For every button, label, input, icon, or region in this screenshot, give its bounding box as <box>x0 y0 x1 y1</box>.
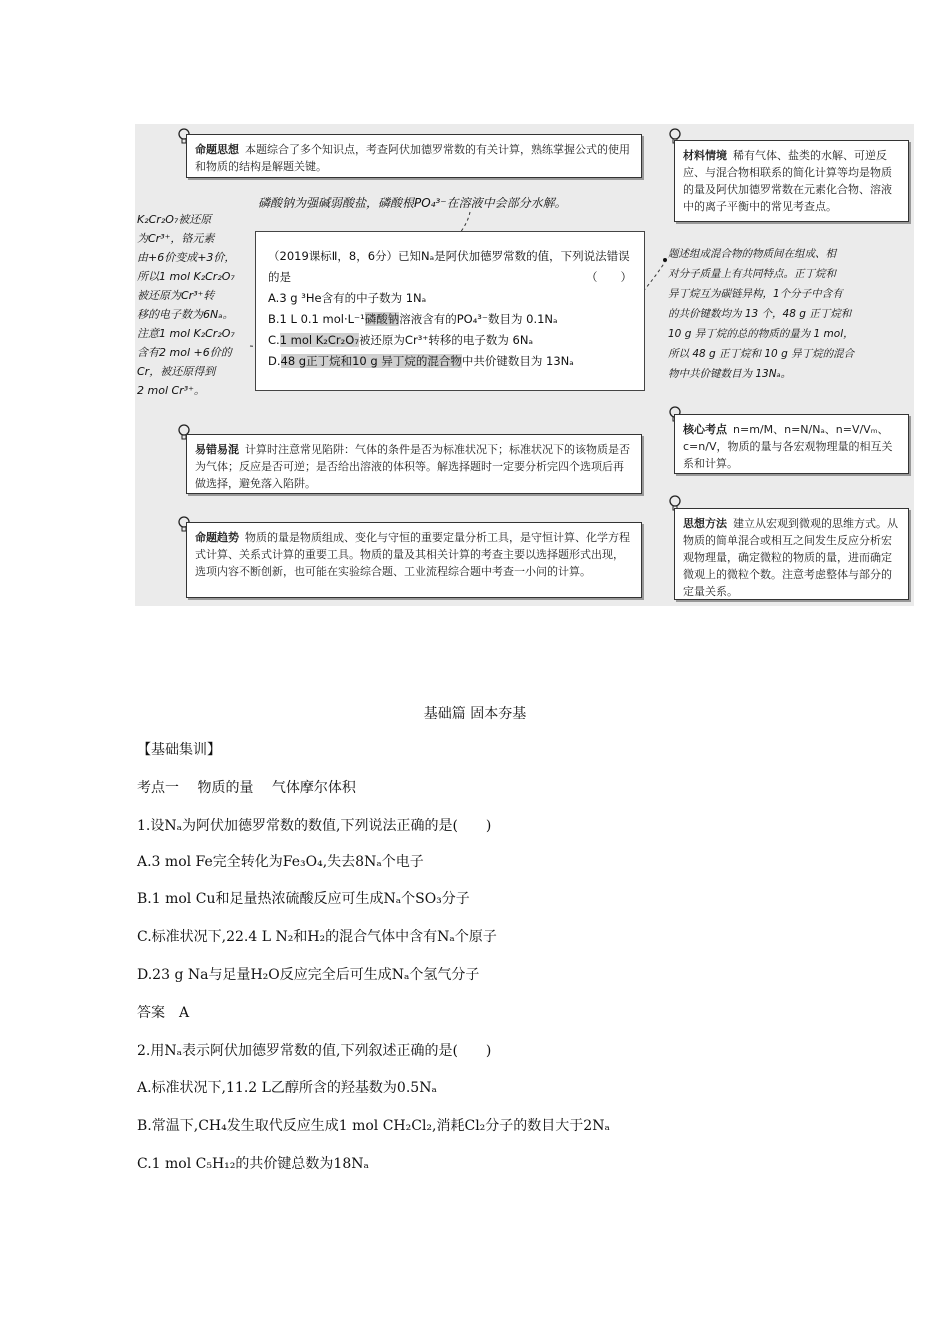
question-2-option-b: B.常温下,CH₄发生取代反应生成1 mol CH₂Cl₂,消耗Cl₂分子的数目大于2Nₐ <box>137 1118 610 1134</box>
note-text: 本题综合了多个知识点，考查阿伏加德罗常数的有关计算，熟练掌握公式的使用和物质的结构是解题关键。 <box>195 143 630 173</box>
hand-line: 的共价键数均为 13 个，48 g 正丁烷和 <box>668 308 852 320</box>
hand-line: 异丁烷互为碳链异构，1个分子中含有 <box>668 288 843 300</box>
note-text: 稀有气体、盐类的水解、可逆反应、与混合物相联系的简化计算等均是物质的量及阿伏加德罗常数在元素化合物、溶液中的离子平衡中的常见考查点。 <box>683 149 892 213</box>
handwritten-note-dichromate <box>137 210 255 400</box>
hand-line: 由+6价变成+3价， <box>137 251 236 264</box>
question-2-option-a: A.标准状况下,11.2 L乙醇所含的羟基数为0.5Nₐ <box>137 1080 437 1096</box>
hand-line: 10 g 异丁烷的总的物质的量为 1 mol， <box>668 328 854 340</box>
handwritten-note-phosphate: 磷酸钠为强碱弱酸盐，磷酸根PO₄³⁻在溶液中会部分水解。 <box>258 196 567 210</box>
hand-line: 物中共价键数目为 13Nₐ。 <box>668 368 792 380</box>
question-stem: （2019课标Ⅱ，8，6分）已知Nₐ是阿伏加德罗常数的值，下列说法错误的是 <box>268 249 630 284</box>
handwritten-note-butane <box>668 244 912 384</box>
question-1-option-d: D.23 g Na与足量H₂O反应完全后可生成Nₐ个氢气分子 <box>137 967 480 983</box>
hand-line: 题述组成混合物的物质间在组成、相 <box>668 248 836 260</box>
note-tag: 思想方法 <box>683 517 727 530</box>
note-proposition-idea <box>186 134 642 178</box>
hand-line: K₂Cr₂O₇被还原 <box>137 213 212 226</box>
note-tag: 核心考点 <box>683 423 727 436</box>
question-1-option-b: B.1 mol Cu和足量热浓硫酸反应可生成Nₐ个SO₃分子 <box>137 891 470 907</box>
hand-line: 所以 48 g 正丁烷和 10 g 异丁烷的混合 <box>668 348 855 360</box>
hand-line: 2 mol Cr³⁺。 <box>137 384 205 397</box>
note-text: 建立从宏观到微观的思维方式。从物质的简单混合或相互之间发生反应分析宏观物理量，确定微粒的物质的量，进而确定微观上的微粒个数。注意考虑整体与部分的定量关系。 <box>683 517 898 598</box>
hand-line: 所以1 mol K₂Cr₂O₇ <box>137 270 235 283</box>
note-common-mistakes <box>186 434 642 494</box>
group-title: 【基础集训】 <box>137 742 221 758</box>
note-thinking-method <box>674 508 909 600</box>
hand-line: 对分子质量上有共同特点。正丁烷和 <box>668 268 836 280</box>
note-text: 物质的量与各宏观物理量的相互关系和计算。 <box>683 440 893 470</box>
question-2-option-c: C.1 mol C₅H₁₂的共价键总数为18Nₐ <box>137 1156 369 1172</box>
hand-line: 注意1 mol K₂Cr₂O₇ <box>137 327 235 340</box>
answer-paren: （ ） <box>586 270 632 284</box>
note-core-point <box>674 414 909 474</box>
hand-line: 为Cr³⁺，铬元素 <box>137 232 215 245</box>
hand-line: 含有2 mol +6价的 <box>137 346 232 359</box>
hand-line: 移的电子数为6Nₐ。 <box>137 308 234 321</box>
option-c: C.1 mol K₂Cr₂O₇被还原为Cr³⁺转移的电子数为 6Nₐ <box>268 333 533 347</box>
option-a: A.3 g ³He含有的中子数为 1Nₐ <box>268 291 427 305</box>
topic-heading: 考点一 物质的量 气体摩尔体积 <box>137 780 356 796</box>
note-material-context <box>674 140 909 222</box>
note-formula: n=m/M、n=N/Nₐ、n=V/Vₘ、c=n/V， <box>683 423 889 453</box>
hand-line: 被还原为Cr³⁺转 <box>137 289 215 302</box>
question-1: 1.设Nₐ为阿伏加德罗常数的数值,下列说法正确的是( ) <box>137 818 492 834</box>
question-2: 2.用Nₐ表示阿伏加德罗常数的值,下列叙述正确的是( ) <box>137 1043 492 1059</box>
note-text: 物质的量是物质组成、变化与守恒的重要定量分析工具，是守恒计算、化学方程式计算、关系式计算的重要工具。物质的量及其相关计算的考查主要以选择题形式出现，选项内容不断创新，也可能在实验综合题、工业流程综合题中考查一小问的计算。 <box>195 531 630 578</box>
question-1-option-c: C.标准状况下,22.4 L N₂和H₂的混合气体中含有Nₐ个原子 <box>137 929 497 945</box>
section-title: 基础篇 固本夯基 <box>423 706 527 722</box>
note-text: 计算时注意常见陷阱：气体的条件是否为标准状况下；标准状况下的该物质是否为气体；反应是否可逆；是否给出溶液的体积等。解选择题时一定要分析完四个选项后再做选择，避免落入陷阱。 <box>195 443 630 490</box>
note-tag: 命题趋势 <box>195 531 239 544</box>
question-1-answer: 答案 A <box>137 1005 190 1021</box>
note-proposition-trend <box>186 522 642 598</box>
option-d: D.48 g正丁烷和10 g 异丁烷的混合物中共价键数目为 13Nₐ <box>268 354 574 368</box>
note-tag: 易错易混 <box>195 443 239 456</box>
example-question-box <box>255 231 645 391</box>
note-tag: 材料情境 <box>683 149 727 162</box>
question-1-option-a: A.3 mol Fe完全转化为Fe₃O₄,失去8Nₐ个电子 <box>137 854 424 870</box>
option-b: B.1 L 0.1 mol·L⁻¹磷酸钠溶液含有的PO₄³⁻数目为 0.1Nₐ <box>268 312 558 326</box>
hand-line: Cr，被还原得到 <box>137 365 216 378</box>
note-tag: 命题思想 <box>195 143 239 156</box>
